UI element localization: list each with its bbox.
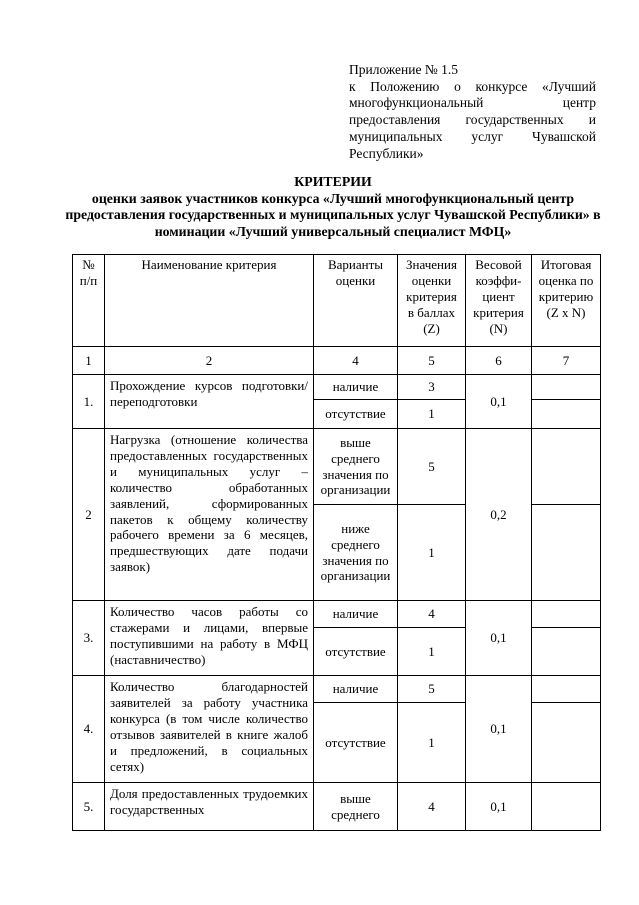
criterion-name: Нагрузка (отношение количества предоставленных государственных и муниципальных услуг – количество обработанных заявлений, сформированных пакетов к общему количеству рабочего времени за 6 месяцев, предшествующих дате подачи заявок) (105, 429, 314, 601)
option-variant: наличие (314, 676, 398, 703)
header-name: Наименование критерия (105, 255, 314, 347)
weight-value: 0,1 (466, 783, 532, 831)
option-points: 4 (398, 783, 466, 831)
total-cell (532, 601, 601, 628)
col-number: 7 (532, 347, 601, 375)
row-num: 2 (73, 429, 105, 601)
criterion-name: Количество благодарностей заявителей за работу участника конкурса (в том числе количество отзывов заявителей в книге жалоб и предложений, в социальных сетях) (105, 676, 314, 783)
total-cell (532, 783, 601, 831)
column-number-row (73, 347, 601, 375)
weight-value: 0,1 (466, 375, 532, 429)
title-subtitle: оценки заявок участников конкурса «Лучший многофункциональный центр предоставления государственных и муниципальных услуг Чувашской Республики» в номинации «Лучший универсальный специалист МФЦ» (65, 190, 601, 239)
row-num: 4. (73, 676, 105, 783)
total-cell (532, 676, 601, 703)
total-cell (532, 375, 601, 400)
row-num: 3. (73, 601, 105, 676)
option-points: 5 (398, 676, 466, 703)
criterion-name: Прохождение курсов подготовки/переподготовки (105, 375, 314, 429)
table-row (73, 601, 601, 628)
weight-value: 0,1 (466, 676, 532, 783)
table-row (73, 783, 601, 831)
col-number: 6 (466, 347, 532, 375)
option-variant: выше среднего значения по организации (314, 429, 398, 505)
col-number: 4 (314, 347, 398, 375)
option-variant: наличие (314, 601, 398, 628)
option-points: 5 (398, 429, 466, 505)
table-row (73, 676, 601, 703)
row-num: 1. (73, 375, 105, 429)
total-cell (532, 429, 601, 505)
appendix-block (349, 62, 596, 162)
option-points: 1 (398, 400, 466, 429)
option-points: 1 (398, 628, 466, 676)
option-variant: отсутствие (314, 703, 398, 783)
total-cell (532, 505, 601, 601)
criterion-name: Количество часов работы со стажерами и лицами, впервые поступившими на работу в МФЦ (наставничество) (105, 601, 314, 676)
criteria-table (72, 254, 601, 831)
col-number: 1 (73, 347, 105, 375)
criterion-name: Доля предоставленных трудоемких государственных (105, 783, 314, 831)
table-row (73, 375, 601, 400)
table-row (73, 429, 601, 505)
col-number: 5 (398, 347, 466, 375)
header-weight: Весовой коэффи-циент критерия (N) (466, 255, 532, 347)
appendix-body: к Положению о конкурсе «Лучший многофункциональный центр предоставления государственных и муниципальных услуг Чувашской Республики» (349, 78, 596, 161)
header-total: Итоговая оценка по критерию (Z x N) (532, 255, 601, 347)
option-variant: наличие (314, 375, 398, 400)
option-points: 1 (398, 703, 466, 783)
header-row (73, 255, 601, 347)
col-number: 2 (105, 347, 314, 375)
title-heading: КРИТЕРИИ (294, 174, 372, 189)
weight-value: 0,2 (466, 429, 532, 601)
header-points: Значения оценки критерия в баллах (Z) (398, 255, 466, 347)
total-cell (532, 628, 601, 676)
option-points: 1 (398, 505, 466, 601)
row-num: 5. (73, 783, 105, 831)
total-cell (532, 400, 601, 429)
option-points: 4 (398, 601, 466, 628)
option-variant: отсутствие (314, 400, 398, 429)
document-title (60, 174, 606, 240)
option-points: 3 (398, 375, 466, 400)
weight-value: 0,1 (466, 601, 532, 676)
option-variant: отсутствие (314, 628, 398, 676)
option-variant: ниже среднего значения по организации (314, 505, 398, 601)
header-variants: Варианты оценки (314, 255, 398, 347)
appendix-line: Приложение № 1.5 (349, 62, 458, 77)
option-variant: выше среднего (314, 783, 398, 831)
total-cell (532, 703, 601, 783)
header-num: № п/п (73, 255, 105, 347)
